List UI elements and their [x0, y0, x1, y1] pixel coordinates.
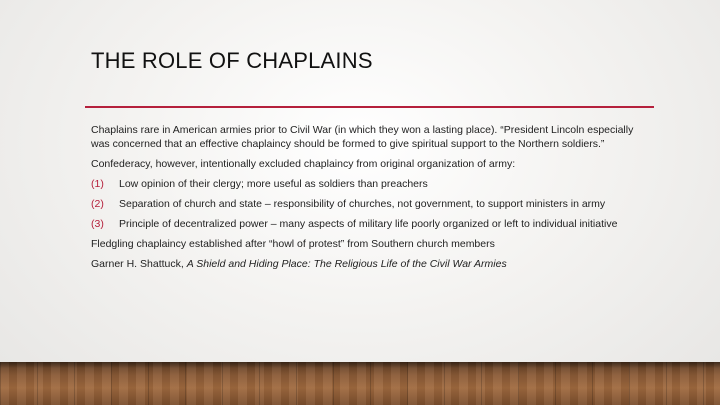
paragraph-chaplains-rare: Chaplains rare in American armies prior to Civil War (in which they won a lasting place). “President Lincoln especially was concerned that an effective chaplaincy should be formed to give spiritual support to the Northern soldiers.” [91, 124, 634, 150]
list-number: (1) [91, 178, 104, 190]
list-text: Low opinion of their clergy; more useful as soldiers than preachers [119, 178, 428, 190]
list-item [91, 217, 651, 231]
list-text: Principle of decentralized power – many aspects of military life poorly organized or left to individual initiative [119, 218, 618, 230]
list-item [91, 177, 651, 191]
paragraph-confederacy: Confederacy, however, intentionally excluded chaplaincy from original organization of army: [91, 158, 516, 170]
list-number: (2) [91, 198, 104, 210]
slide-title: THE ROLE OF CHAPLAINS [91, 48, 373, 73]
citation-title: A Shield and Hiding Place: The Religious Life of the Civil War Armies [186, 258, 507, 270]
citation [91, 257, 651, 271]
paragraph-fledgling: Fledgling chaplaincy established after “howl of protest” from Southern church members [91, 238, 495, 250]
wood-floor-decoration [0, 362, 720, 405]
list-item [91, 197, 651, 211]
citation-author: Garner H. Shattuck, [91, 258, 184, 270]
list-number: (3) [91, 218, 104, 230]
list-text: Separation of church and state – responsibility of churches, not government, to support ministers in army [119, 198, 606, 210]
title-underline [85, 106, 654, 108]
slide-body [91, 123, 651, 277]
